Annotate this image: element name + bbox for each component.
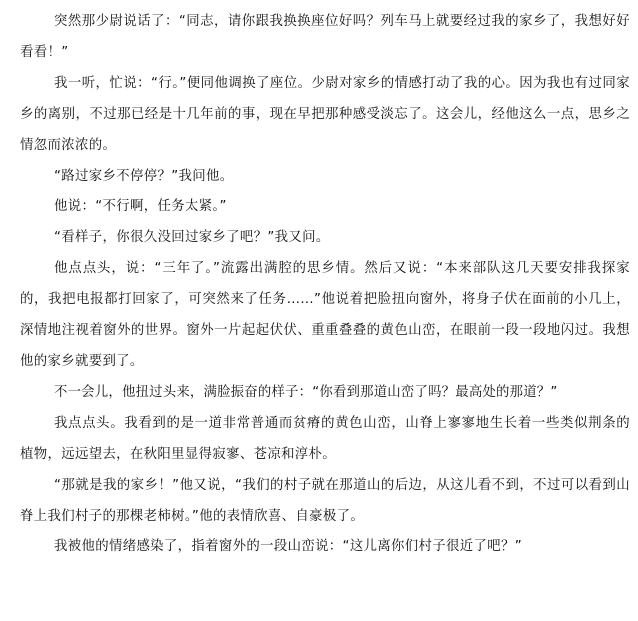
story-text — [20, 7, 630, 563]
paragraph: 我点点头。我看到的是一道非常普通而贫瘠的黄色山峦，山脊上寥寥地生长着一些类似荆条的植物，远远望去，在秋阳里显得寂寥、苍凉和淳朴。 — [20, 415, 630, 462]
paragraph: 我被他的情绪感染了，指着窗外的一段山峦说：“这儿离你们村子很近了吧？” — [54, 539, 523, 555]
paragraph: 他点点头，说：“三年了。”流露出满腔的思乡情。然后又说：“本来部队这几天要安排我探家的，我把电报都打回家了，可突然来了任务……”他说着把脸扭向窗外，将身子伏在面前的小几上，深情地注视着窗外的世界。窗外一片起起伏伏、重重叠叠的黄色山峦，在眼前一段一段地闪过。我想他的家乡就要到了。 — [20, 261, 630, 369]
paragraph: “那就是我的家乡！”他又说，“我们的村子就在那道山的后边，从这儿看不到，不过可以看到山脊上我们村子的那棵老柿树。”他的表情欣喜、自豪极了。 — [20, 477, 630, 524]
paragraph: 不一会儿，他扭过头来，满脸振奋的样子：“你看到那道山峦了吗？最高处的那道？” — [54, 384, 558, 400]
paragraph: “看样子，你很久没回过家乡了吧？”我又问。 — [54, 230, 330, 246]
paragraph: 他说：“不行啊，任务太紧。” — [54, 199, 227, 215]
paragraph: 突然那少尉说话了：“同志，请你跟我换换座位好吗？列车马上就要经过我的家乡了，我想好好看看！” — [20, 14, 630, 60]
paragraph: “路过家乡不停停？”我问他。 — [54, 168, 234, 184]
paragraph: 我一听，忙说：“行。”便同他调换了座位。少尉对家乡的情感打动了我的心。因为我也有过同家乡的离别，不过那已经是十几年前的事，现在早把那种感受淡忘了。这会儿，经他这么一点，思乡之情忽而浓浓的。 — [20, 75, 630, 153]
